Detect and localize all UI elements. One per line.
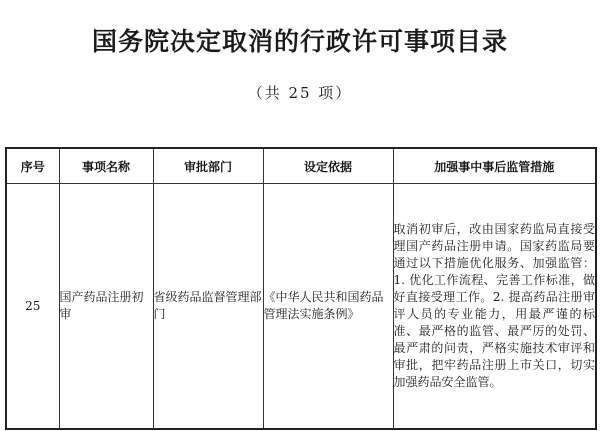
cell-item-name: 国产药品注册初审 [59, 184, 153, 430]
document-title: 国务院决定取消的行政许可事项目录 [91, 27, 508, 56]
header-legal-basis: 设定依据 [263, 148, 393, 184]
header-measures: 加强事中事后监管措施 [393, 148, 596, 184]
cell-legal-basis: 《中华人民共和国药品管理法实施条例》 [263, 184, 393, 430]
cell-seq: 25 [6, 184, 59, 430]
header-department: 审批部门 [153, 148, 263, 184]
document-subtitle: （共 25 项） [247, 84, 353, 102]
header-item-name: 事项名称 [59, 148, 153, 184]
approval-items-table [5, 147, 597, 430]
table-header-row [6, 148, 596, 184]
header-seq: 序号 [6, 148, 59, 184]
cell-department: 省级药品监督管理部门 [153, 184, 263, 430]
cell-measures: 取消初审后，改由国家药监局直接受理国产药品注册申请。国家药监局要通过以下措施优化服务、加强监管：1. 优化工作流程、完善工作标准，做好直接受理工作。2. 提高药品注册审评人员的专业能力，用最严谨的标准、最严格的监管、最严厉的处罚、最严肃的问责，严格实施技术审评和审批，把牢药品注册上市关口，切实加强药品安全监管。 [393, 184, 596, 430]
table-row [6, 184, 596, 430]
